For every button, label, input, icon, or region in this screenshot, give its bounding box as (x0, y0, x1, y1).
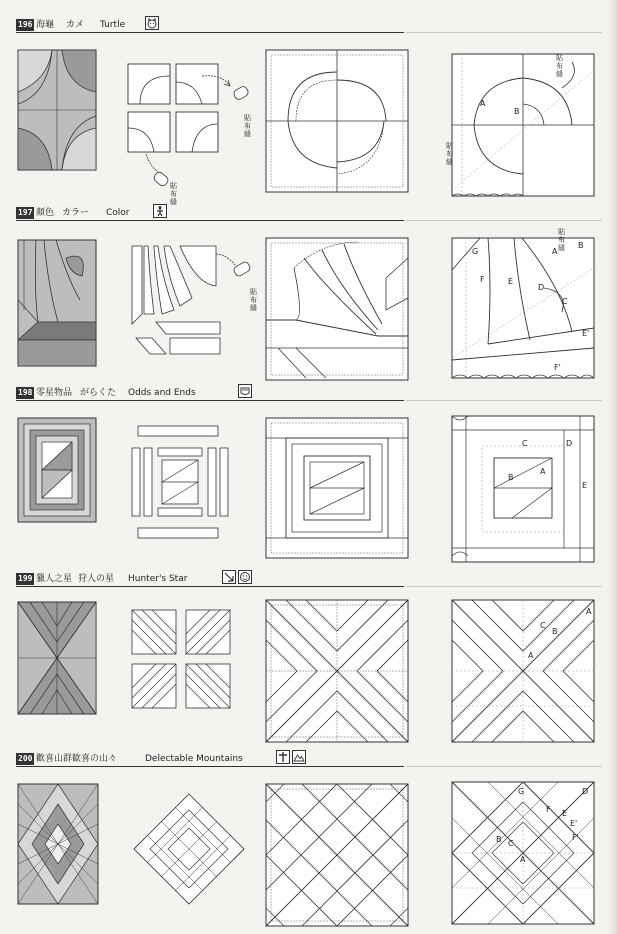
block-colored-diagram (18, 784, 98, 904)
japanese-name: カラー (62, 208, 90, 218)
block-colored-diagram (18, 602, 96, 714)
chinese-name: 零星物品 (36, 388, 73, 398)
japanese-name: 狩人の星 (78, 574, 115, 584)
cup-icon (238, 384, 252, 398)
label-a: A (586, 607, 592, 616)
label-e: E (508, 277, 514, 286)
block-template-diagram (266, 418, 408, 558)
label-e: E (582, 481, 588, 490)
label-sew: 貼布縫 (170, 182, 177, 206)
block-labeled-diagram (452, 416, 594, 566)
page-edge-shadow (606, 0, 618, 934)
chinese-name: 海龜 (36, 20, 55, 30)
block-pieces-diagram (130, 608, 234, 712)
label-f: F (546, 805, 551, 814)
block-template-diagram (266, 600, 408, 742)
label-c: C (522, 439, 528, 448)
label-f: F (480, 275, 485, 284)
english-name: Odds and Ends (128, 388, 196, 398)
label-sew: 貼布縫 (244, 114, 251, 138)
block-colored-diagram (18, 50, 96, 170)
block-section-196 (14, 16, 604, 206)
label-d: D (582, 787, 589, 796)
label-b: B (496, 835, 502, 844)
japanese-name: カメ (66, 20, 85, 30)
block-header (14, 16, 604, 34)
label-c: C (562, 297, 568, 306)
label-c: C (540, 621, 546, 630)
block-pieces-diagram (126, 242, 266, 364)
block-section-199 (14, 570, 604, 748)
block-template-diagram (266, 50, 408, 192)
block-labeled-diagram (452, 778, 594, 928)
block-header (14, 204, 604, 222)
face-icon (238, 570, 252, 584)
block-labeled-diagram (446, 50, 594, 200)
label-a: A (528, 651, 534, 660)
english-name: Hunter's Star (128, 574, 188, 584)
label-c: C (508, 839, 514, 848)
label-e-prime: E' (570, 819, 578, 828)
label-b: B (578, 241, 584, 250)
label-a: A (552, 247, 558, 256)
label-sew: 貼布縫 (250, 288, 257, 312)
block-header (14, 570, 604, 588)
label-sew: 貼布縫 (556, 54, 563, 78)
mountain-icon (292, 750, 306, 764)
label-g: G (472, 247, 479, 256)
english-name: Color (106, 208, 130, 218)
label-a: A (480, 99, 486, 108)
block-header (14, 750, 604, 768)
block-pieces-diagram (130, 790, 248, 908)
english-name: Turtle (100, 20, 126, 30)
block-labeled-diagram (452, 228, 594, 380)
block-section-198 (14, 384, 604, 568)
label-b: B (508, 473, 514, 482)
block-section-197 (14, 204, 604, 384)
japanese-name: がらくた (80, 388, 117, 398)
block-template-diagram (266, 238, 408, 380)
label-f-prime: F' (554, 363, 561, 372)
block-colored-diagram (18, 240, 96, 366)
block-number: 198 (18, 388, 33, 397)
label-d: D (538, 283, 545, 292)
label-g: G (518, 787, 525, 796)
figure-icon (153, 204, 167, 218)
block-number: 199 (18, 574, 33, 583)
block-number: 197 (18, 208, 33, 217)
chinese-name: 獵人之星 (36, 574, 73, 584)
japanese-name: 歓喜の山々 (72, 754, 118, 764)
block-colored-diagram (18, 418, 96, 522)
block-header (14, 384, 604, 402)
block-number: 196 (18, 20, 33, 29)
label-a: A (520, 855, 526, 864)
block-template-diagram (266, 784, 408, 926)
block-pieces-diagram (126, 62, 256, 206)
english-name: Delectable Mountains (145, 754, 243, 764)
label-b: B (552, 627, 558, 636)
label-f-prime: F' (572, 833, 579, 842)
chinese-name: 顏色 (36, 208, 55, 218)
label-sew: 貼布縫 (558, 228, 565, 252)
label-e: E (562, 809, 568, 818)
label-sew: 貼布縫 (446, 142, 453, 166)
block-number: 200 (18, 754, 33, 763)
cat-face-icon (145, 16, 159, 30)
label-e-prime: E' (582, 329, 590, 338)
cross-icon (276, 750, 290, 764)
label-b: B (514, 107, 520, 116)
chinese-name: 歡喜山群 (36, 754, 73, 764)
block-pieces-diagram (132, 424, 242, 540)
label-a: A (540, 467, 546, 476)
block-section-200 (14, 750, 604, 934)
arrow-icon (222, 570, 236, 584)
label-d: D (566, 439, 573, 448)
block-labeled-diagram (452, 600, 594, 746)
